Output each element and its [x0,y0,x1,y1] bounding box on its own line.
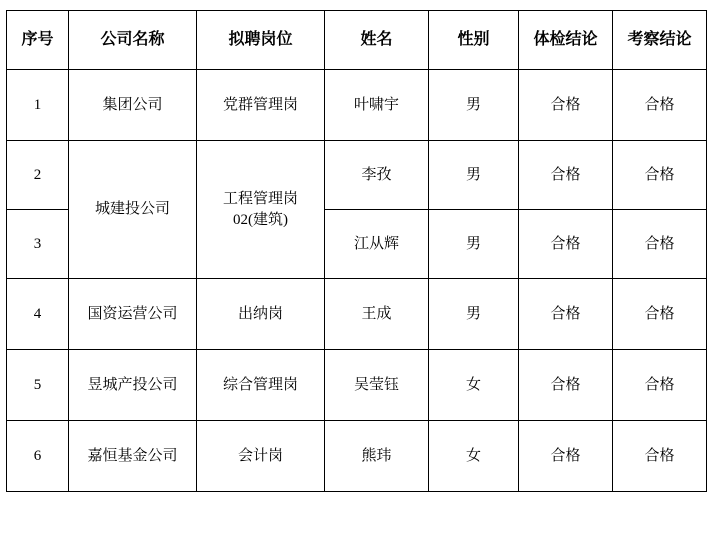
cell-seq: 6 [7,421,69,492]
cell-post: 综合管理岗 [197,350,325,421]
cell-seq: 1 [7,70,69,141]
cell-post: 党群管理岗 [197,70,325,141]
table-row [7,141,707,210]
header-cell-company: 公司名称 [69,11,197,70]
cell-seq: 5 [7,350,69,421]
cell-gender: 女 [429,421,519,492]
cell-gender: 女 [429,350,519,421]
header-cell-name: 姓名 [325,11,429,70]
cell-company-merged: 城建投公司 [69,141,197,279]
cell-gender: 男 [429,210,519,279]
cell-name: 叶啸宇 [325,70,429,141]
cell-post-line1: 工程管理岗 [222,191,298,208]
table-row [7,279,707,350]
header-cell-post: 拟聘岗位 [197,11,325,70]
cell-name: 熊玮 [325,421,429,492]
header-cell-medical: 体检结论 [519,11,613,70]
header-cell-inspection: 考察结论 [613,11,707,70]
cell-seq: 4 [7,279,69,350]
table-header-row [7,11,707,70]
cell-medical: 合格 [519,350,613,421]
cell-inspection: 合格 [613,350,707,421]
cell-inspection: 合格 [613,210,707,279]
cell-company: 嘉恒基金公司 [69,421,197,492]
cell-name: 李孜 [325,141,429,210]
cell-post: 出纳岗 [197,279,325,350]
cell-medical: 合格 [519,210,613,279]
cell-seq: 2 [7,141,69,210]
candidates-table [6,10,707,492]
cell-company: 昱城产投公司 [69,350,197,421]
cell-inspection: 合格 [613,70,707,141]
table-row [7,70,707,141]
cell-medical: 合格 [519,279,613,350]
cell-inspection: 合格 [613,279,707,350]
cell-medical: 合格 [519,70,613,141]
cell-gender: 男 [429,279,519,350]
header-cell-seq: 序号 [7,11,69,70]
cell-medical: 合格 [519,141,613,210]
cell-company: 集团公司 [69,70,197,141]
cell-post-merged [197,141,325,279]
cell-inspection: 合格 [613,421,707,492]
table-row [7,350,707,421]
cell-seq: 3 [7,210,69,279]
cell-post-line2: 02(建筑) [233,211,288,228]
cell-name: 王成 [325,279,429,350]
cell-company: 国资运营公司 [69,279,197,350]
cell-inspection: 合格 [613,141,707,210]
header-cell-gender: 性别 [429,11,519,70]
cell-medical: 合格 [519,421,613,492]
table-row [7,421,707,492]
cell-gender: 男 [429,141,519,210]
cell-name: 吴莹钰 [325,350,429,421]
cell-name: 江从辉 [325,210,429,279]
cell-post: 会计岗 [197,421,325,492]
document-page [0,10,714,545]
cell-gender: 男 [429,70,519,141]
